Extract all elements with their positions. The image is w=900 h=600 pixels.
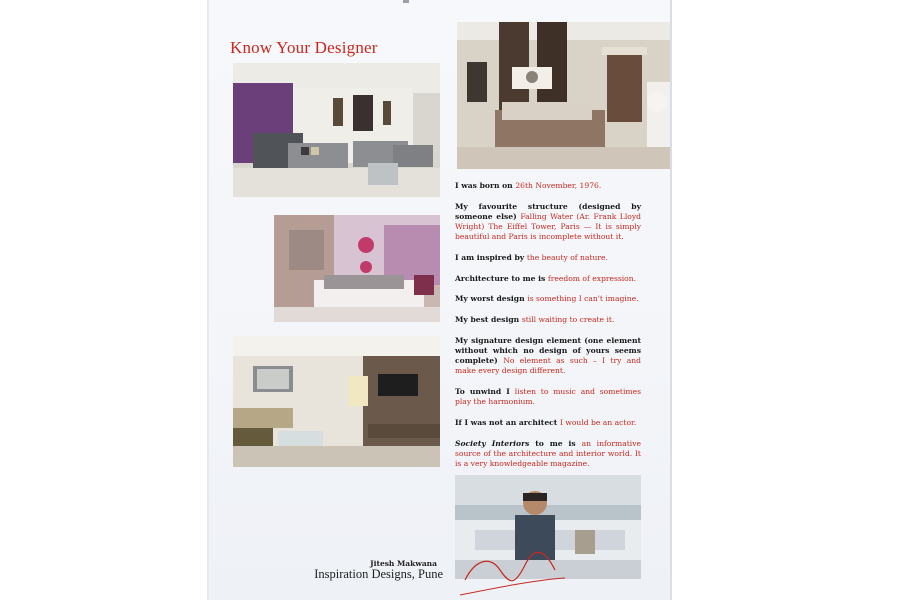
bio-item: My worst design is something I can't imagine. xyxy=(455,294,639,304)
bio-item: To unwind I listen to music and sometimes play the harmonium. xyxy=(455,387,642,407)
bio-item: Architecture to me is freedom of expression. xyxy=(455,273,637,283)
magazine-page xyxy=(207,0,672,600)
designer-name: Jitesh Makwana xyxy=(370,559,437,568)
tv-lounge-photo xyxy=(233,336,440,467)
bedroom-photo-pink xyxy=(274,215,440,322)
bio-item: I was born on 26th November, 1976. xyxy=(455,181,602,190)
bio-item: Society Interiors to me is an informative source of the architecture and interior world. It is a very knowledgeable magazine. xyxy=(455,438,641,469)
bio-item: My favourite structure (designed by someone else) Falling Water (Ar. Frank Lloyd Wright) The Eiffel Tower, Paris — It is simply beautiful and Paris is incomplete without it. xyxy=(455,201,642,242)
signature xyxy=(455,540,575,600)
bio-item: My best design still waiting to create it. xyxy=(455,315,615,325)
page-title: Know Your Designer xyxy=(230,38,378,57)
bio-text xyxy=(455,181,641,480)
page-edge-mark xyxy=(403,0,409,3)
bio-item: I am inspired by the beauty of nature. xyxy=(455,253,608,263)
bio-item: If I was not an architect I would be an actor. xyxy=(455,418,637,428)
bio-item: My signature design element (one element without which no design of yours seems complete) No element as such – I try and make every design different. xyxy=(455,335,641,376)
master-bedroom-photo xyxy=(457,22,670,169)
firm-name: Inspiration Designs, Pune xyxy=(314,567,443,581)
living-room-photo xyxy=(233,63,440,197)
